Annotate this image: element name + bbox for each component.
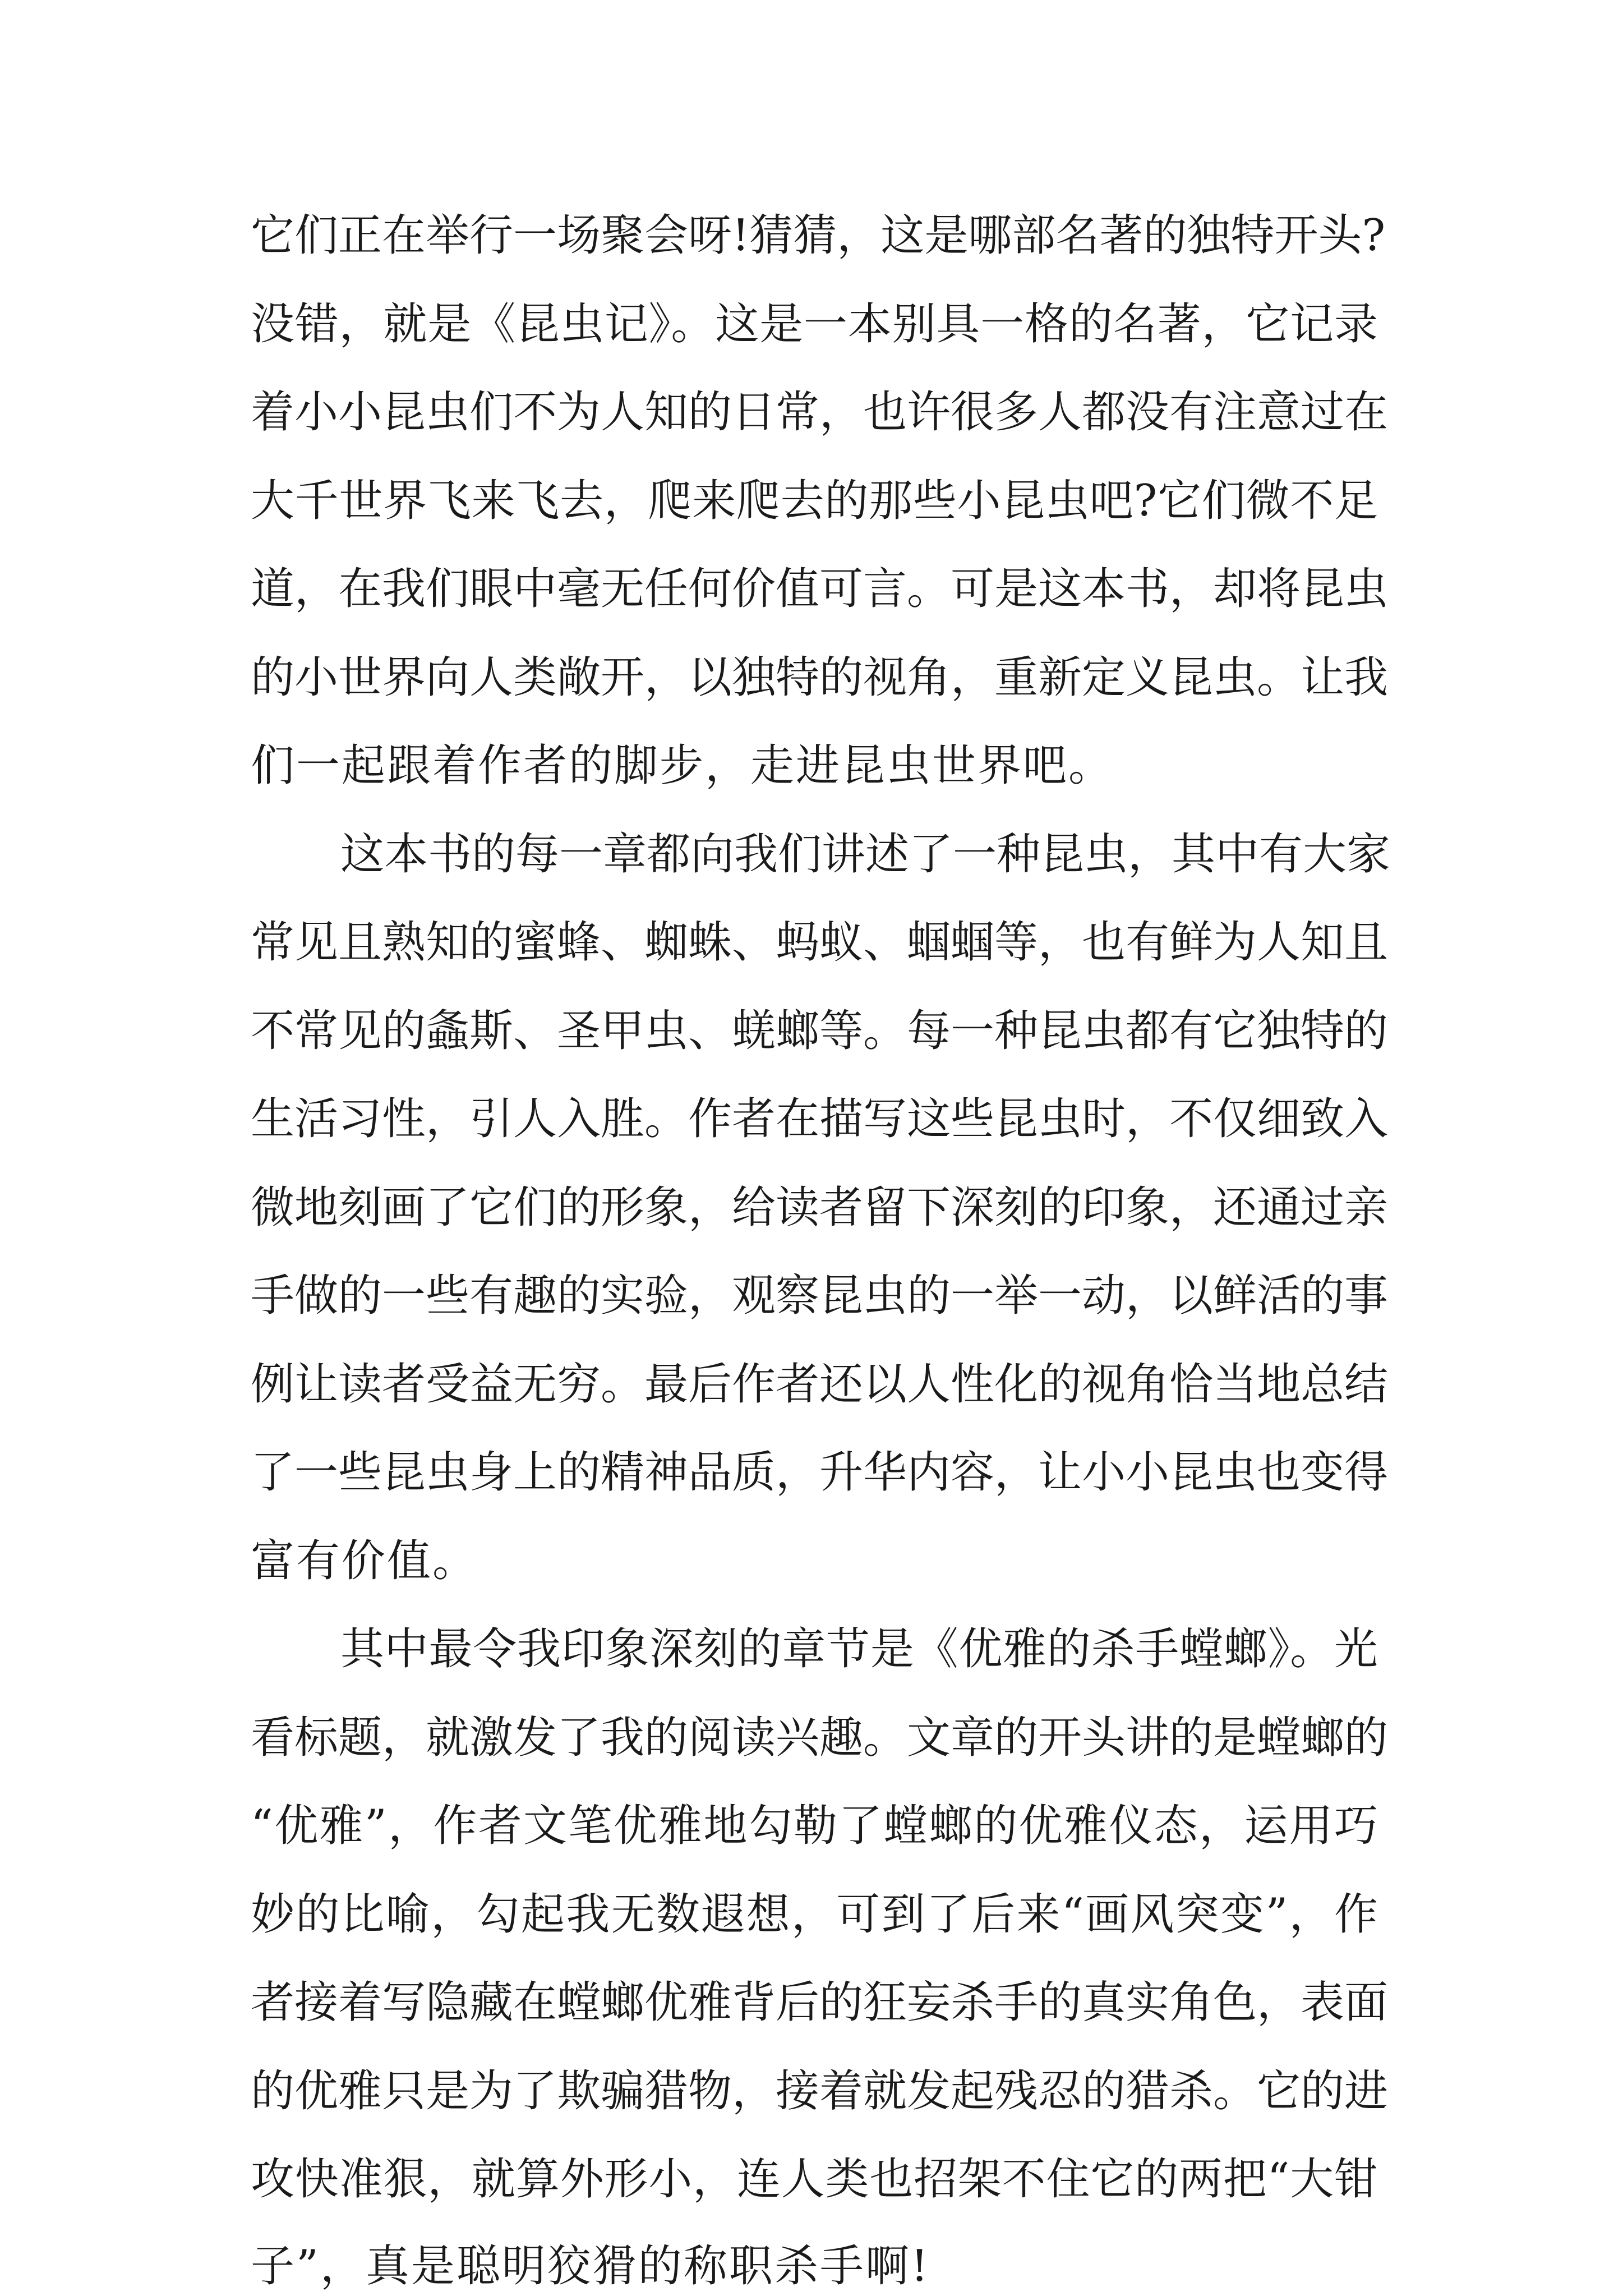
paragraph-3-line-6: 的优雅只是为了欺骗猎物，接着就发起残忍的猎杀。它的进 xyxy=(251,2066,1389,2116)
paragraph-1-line-5: 道，在我们眼中毫无任何价值可言。可是这本书，却将昆虫 xyxy=(251,564,1389,614)
paragraph-3-line-7: 攻快准狠，就算外形小，连人类也招架不住它的两把“大钳 xyxy=(251,2154,1378,2205)
paragraph-1-line-3: 着小小昆虫们不为人知的日常，也许很多人都没有注意过在 xyxy=(251,387,1389,438)
paragraph-2-line-3: 不常见的螽斯、圣甲虫、蜣螂等。每一种昆虫都有它独特的 xyxy=(251,1006,1389,1056)
paragraph-2-line-7: 例让读者受益无穷。最后作者还以人性化的视角恰当地总结 xyxy=(251,1359,1389,1410)
paragraph-3-line-1: 其中最令我印象深刻的章节是《优雅的杀手螳螂》。光 xyxy=(340,1624,1378,1674)
paragraph-3-line-5: 者接着写隐藏在螳螂优雅背后的狂妄杀手的真实角色，表面 xyxy=(251,1977,1389,2028)
paragraph-1-line-2: 没错，就是《昆虫记》。这是一本别具一格的名著，它记录 xyxy=(251,299,1378,349)
paragraph-3-line-8: 子”，真是聪明狡猾的称职杀手啊! xyxy=(251,2241,930,2292)
paragraph-1-line-6: 的小世界向人类敞开，以独特的视角，重新定义昆虫。让我 xyxy=(251,652,1389,703)
paragraph-2-line-1: 这本书的每一章都向我们讲述了一种昆虫，其中有大家 xyxy=(340,829,1391,880)
paragraph-1-line-1: 它们正在举行一场聚会呀!猜猜，这是哪部名著的独特开头? xyxy=(251,210,1386,261)
paragraph-2-line-4: 生活习性，引人入胜。作者在描写这些昆虫时，不仅细致入 xyxy=(251,1094,1389,1144)
paragraph-3-line-3: “优雅”，作者文笔优雅地勾勒了螳螂的优雅仪态，运用巧 xyxy=(251,1801,1378,1851)
paragraph-2-line-2: 常见且熟知的蜜蜂、蜘蛛、蚂蚁、蝈蝈等，也有鲜为人知且 xyxy=(251,917,1389,968)
paragraph-3-line-2: 看标题，就激发了我的阅读兴趣。文章的开头讲的是螳螂的 xyxy=(251,1713,1389,1763)
paragraph-2-line-9: 富有价值。 xyxy=(251,1536,478,1586)
paragraph-2-line-5: 微地刻画了它们的形象，给读者留下深刻的印象，还通过亲 xyxy=(251,1182,1389,1233)
paragraph-1-line-7: 们一起跟着作者的脚步，走进昆虫世界吧。 xyxy=(251,740,1114,791)
paragraph-2-line-8: 了一些昆虫身上的精神品质，升华内容，让小小昆虫也变得 xyxy=(251,1447,1389,1498)
paragraph-2-line-6: 手做的一些有趣的实验，观察昆虫的一举一动，以鲜活的事 xyxy=(251,1271,1389,1321)
paragraph-1-line-4: 大千世界飞来飞去，爬来爬去的那些小昆虫吧?它们微不足 xyxy=(251,476,1378,526)
paragraph-3-line-4: 妙的比喻，勾起我无数遐想，可到了后来“画风突变”，作 xyxy=(251,1889,1378,1940)
